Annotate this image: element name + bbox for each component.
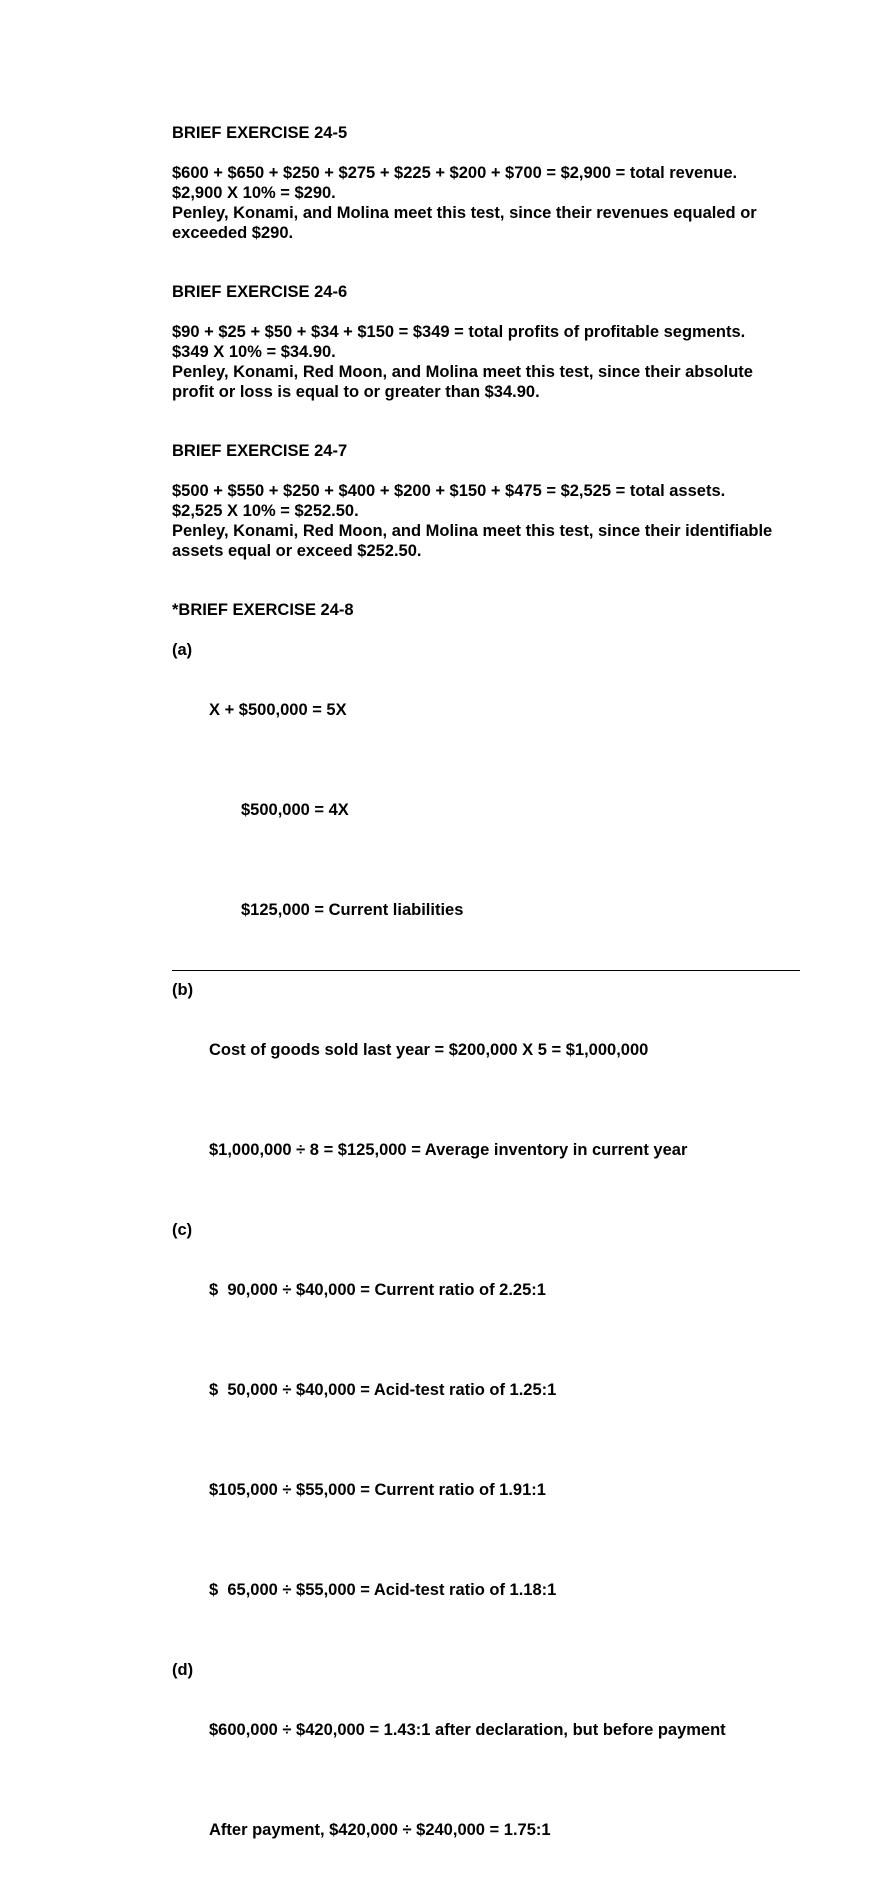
part-a-continued (172, 860, 800, 960)
text-line: profit or loss is equal to or greater than $34.90. (172, 383, 540, 401)
section-heading-24-8: *BRIEF EXERCISE 24-8 (172, 601, 354, 619)
text-line: $600,000 ÷ $420,000 = 1.43:1 after declaration, but before payment (209, 1721, 726, 1739)
part-c-continued (172, 1440, 800, 1540)
bottom-divider (172, 970, 800, 971)
text-line: $349 X 10% = $34.90. (172, 343, 336, 361)
part-a (172, 640, 800, 760)
text-line: $500,000 = 4X (241, 801, 349, 819)
section-heading-24-6: BRIEF EXERCISE 24-6 (172, 283, 348, 301)
document-page (172, 123, 800, 1880)
text-line: $ 65,000 ÷ $55,000 = Acid-test ratio of 1.18:1 (209, 1581, 557, 1599)
part-label: (c) (172, 1221, 193, 1239)
part-c-continued (172, 1340, 800, 1440)
text-line: $500 + $550 + $250 + $400 + $200 + $150 + $475 = $2,525 = total assets. (172, 482, 726, 500)
text-line: $125,000 = Current liabilities (241, 901, 464, 919)
text-line: assets equal or exceed $252.50. (172, 542, 422, 560)
text-line: $90 + $25 + $50 + $34 + $150 = $349 = total profits of profitable segments. (172, 323, 746, 341)
text-line: $ 90,000 ÷ $40,000 = Current ratio of 2.25:1 (209, 1281, 546, 1299)
text-line: After payment, $420,000 ÷ $240,000 = 1.75:1 (209, 1821, 551, 1839)
text-line: exceeded $290. (172, 224, 294, 242)
section-heading-24-7: BRIEF EXERCISE 24-7 (172, 442, 348, 460)
text-line: $2,900 X 10% = $290. (172, 184, 336, 202)
text-line: Penley, Konami, and Molina meet this test, since their revenues equaled or (172, 204, 757, 222)
part-b (172, 980, 800, 1100)
section-heading-24-5: BRIEF EXERCISE 24-5 (172, 124, 348, 142)
text-line: $1,000,000 ÷ 8 = $125,000 = Average inventory in current year (209, 1141, 688, 1159)
part-label: (a) (172, 641, 193, 659)
text-line: $ 50,000 ÷ $40,000 = Acid-test ratio of 1.25:1 (209, 1381, 557, 1399)
part-a-continued (172, 760, 800, 860)
part-d (172, 1660, 800, 1780)
part-label: (b) (172, 981, 194, 999)
text-line: Penley, Konami, Red Moon, and Molina meet this test, since their identifiable (172, 522, 773, 540)
text-line: Penley, Konami, Red Moon, and Molina meet this test, since their absolute (172, 363, 753, 381)
part-b-continued (172, 1100, 800, 1200)
text-line: $105,000 ÷ $55,000 = Current ratio of 1.91:1 (209, 1481, 546, 1499)
part-label: (d) (172, 1661, 194, 1679)
text-line: X + $500,000 = 5X (209, 701, 347, 719)
text-line: $2,525 X 10% = $252.50. (172, 502, 359, 520)
part-c-continued (172, 1540, 800, 1640)
text-line: $600 + $650 + $250 + $275 + $225 + $200 + $700 = $2,900 = total revenue. (172, 164, 738, 182)
part-c (172, 1220, 800, 1340)
text-line: Cost of goods sold last year = $200,000 X 5 = $1,000,000 (209, 1041, 649, 1059)
part-d-continued (172, 1780, 800, 1880)
